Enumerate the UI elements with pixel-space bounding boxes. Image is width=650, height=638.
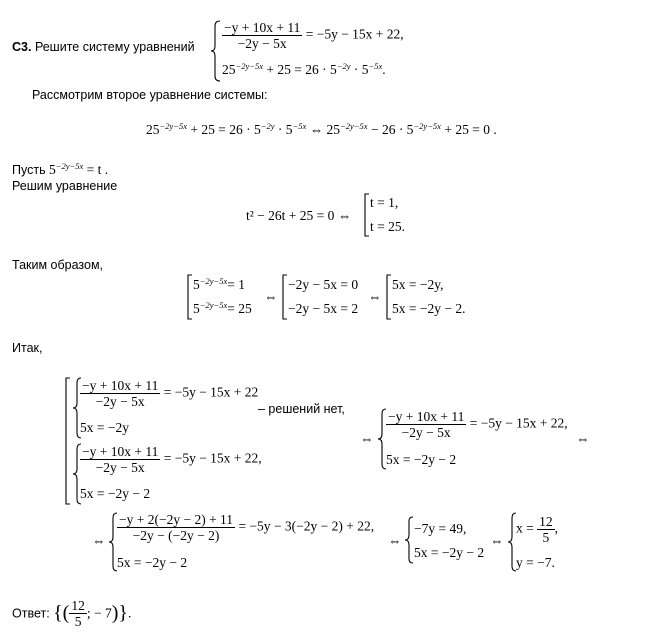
so-s1-rhs: = −5y − 15x + 22	[163, 384, 259, 400]
answer-rest: ; − 7	[86, 605, 112, 621]
so-r-eq	[386, 409, 568, 440]
sub-exp: −2y−5x	[55, 161, 84, 171]
iff-symbol: ⇔	[92, 533, 106, 548]
s1-a: 25	[146, 122, 160, 137]
let-text: Пусть	[12, 163, 46, 177]
thus-a2	[193, 301, 252, 317]
a2-exp: −2y−5x	[199, 300, 228, 310]
s1-e: − 26 · 5	[370, 122, 414, 137]
final-brace-2	[404, 516, 414, 564]
answer-period: .	[128, 605, 132, 621]
s1-b-exp: −2y	[260, 121, 275, 131]
x-lhs: x =	[516, 520, 534, 536]
s1-e-exp: −2y−5x	[413, 121, 441, 131]
eq1-rhs: = −5y − 15x + 22,	[305, 26, 404, 42]
final-fraction	[117, 512, 235, 543]
so-s1-eq	[80, 378, 258, 409]
s1-c: · 5	[277, 122, 293, 137]
a2-base: 5	[193, 301, 200, 316]
system-eq2	[222, 62, 386, 78]
iff-symbol: ⇔	[309, 122, 324, 137]
a1-base: 5	[193, 277, 200, 292]
so-s1-num: −y + 10x + 11	[82, 378, 159, 393]
so-r-b: 5x = −2y − 2	[386, 452, 457, 467]
answer-num: 12	[71, 598, 85, 613]
s1-f: + 25 = 0 .	[444, 122, 497, 137]
so-s2-num: −y + 10x + 11	[82, 444, 159, 459]
thus-b2: −2y − 5x = 2	[288, 301, 359, 316]
final-rhs: = −5y − 3(−2y − 2) + 22,	[238, 518, 375, 534]
quadratic-lhs	[246, 208, 351, 224]
so-s2-den: −2y − 5x	[95, 460, 145, 475]
problem-heading	[12, 40, 195, 54]
iff-symbol: ⇔	[576, 431, 590, 446]
thus-c1: 5x = −2y,	[392, 277, 444, 292]
answer-label: Ответ:	[12, 606, 50, 621]
answer-open-brace: {	[53, 602, 63, 624]
quad-root-1: t = 1,	[370, 195, 399, 210]
s1-d: 25	[326, 122, 341, 137]
iff-symbol: ⇔	[490, 533, 504, 548]
final-m1: −7y = 49,	[414, 521, 467, 536]
step1-equation	[146, 122, 497, 138]
eq2-dot: · 5	[353, 62, 369, 77]
x-num: 12	[539, 514, 553, 529]
thus-b1: −2y − 5x = 0	[288, 277, 359, 292]
final-b: 5x = −2y − 2	[117, 555, 188, 570]
iff-symbol: ⇔	[388, 533, 402, 548]
answer-open-paren: (	[62, 602, 70, 624]
s1-d-exp: −2y−5x	[340, 121, 368, 131]
iff-symbol: ⇔	[337, 208, 352, 223]
eq2-exp: −2y−5x	[235, 61, 264, 71]
sub-base: 5	[48, 162, 56, 177]
s1-a-exp: −2y−5x	[159, 121, 188, 131]
so-r-num: −y + 10x + 11	[388, 409, 465, 424]
system-eq1	[222, 20, 404, 51]
iff-symbol: ⇔	[264, 289, 278, 304]
so-text: Итак,	[12, 341, 43, 355]
quad-lhs: t² − 26t + 25 = 0	[246, 208, 335, 223]
s1-b: + 25 = 26 · 5	[190, 122, 261, 137]
so-s1-b: 5x = −2y	[80, 420, 129, 435]
so-s1-den: −2y − 5x	[95, 394, 145, 409]
so-s2-rhs: = −5y − 15x + 22,	[163, 450, 262, 466]
so-outer-bracket	[64, 377, 72, 505]
x-end: ,	[554, 520, 558, 536]
a2-rest: = 25	[227, 301, 252, 316]
eq2-exp1: −2y	[336, 61, 351, 71]
answer-close-brace: }	[118, 602, 128, 624]
answer-close-paren: )	[111, 602, 119, 624]
a1-rest: = 1	[227, 277, 246, 292]
problem-label: С3.	[12, 40, 32, 54]
answer-den: 5	[74, 614, 82, 629]
substitution-line	[12, 162, 108, 178]
final-num: −y + 2(−2y − 2) + 11	[119, 512, 234, 527]
so-s1-fraction	[80, 378, 160, 409]
eq1-fraction	[222, 20, 302, 51]
so-r-den: −2y − 5x	[401, 425, 451, 440]
no-solutions-text: – решений нет,	[258, 402, 345, 416]
quad-root-2: t = 25.	[370, 219, 405, 234]
answer-fraction	[69, 598, 87, 629]
eq2-exp2: −5x	[368, 61, 383, 71]
x-den: 5	[542, 530, 550, 545]
iff-symbol: ⇔	[360, 431, 374, 446]
answer-line	[12, 598, 131, 629]
solve-eq-text: Решим уравнение	[12, 179, 118, 193]
final-x	[516, 514, 558, 545]
eq2-base: 25	[222, 62, 236, 77]
so-s2-eq	[80, 444, 262, 475]
so-s2-fraction	[80, 444, 160, 475]
eq1-numerator: −y + 10x + 11	[224, 20, 301, 35]
thus-a1	[193, 277, 245, 293]
a1-exp: −2y−5x	[199, 276, 228, 286]
so-r-fraction	[386, 409, 466, 440]
so-s2-b: 5x = −2y − 2	[80, 486, 151, 501]
thus-c2: 5x = −2y − 2.	[392, 301, 466, 316]
so-r-rhs: = −5y − 15x + 22,	[469, 415, 568, 431]
thus-text: Таким образом,	[12, 258, 104, 272]
final-den: −2y − (−2y − 2)	[132, 528, 220, 543]
sub-rest: = t .	[86, 162, 109, 177]
problem-statement: Решите систему уравнений	[34, 40, 195, 54]
final-m2: 5x = −2y − 2	[414, 545, 485, 560]
eq1-denominator: −2y − 5x	[237, 36, 287, 51]
final-eq	[117, 512, 374, 543]
consider-text: Рассмотрим второе уравнение системы:	[32, 88, 268, 102]
final-y: y = −7.	[516, 555, 555, 570]
iff-symbol: ⇔	[368, 289, 382, 304]
system-brace	[210, 20, 222, 82]
eq2-end: .	[382, 62, 386, 77]
eq2-mid: + 25 = 26 · 5	[266, 62, 337, 77]
x-fraction	[537, 514, 555, 545]
s1-c-exp: −5x	[292, 121, 307, 131]
